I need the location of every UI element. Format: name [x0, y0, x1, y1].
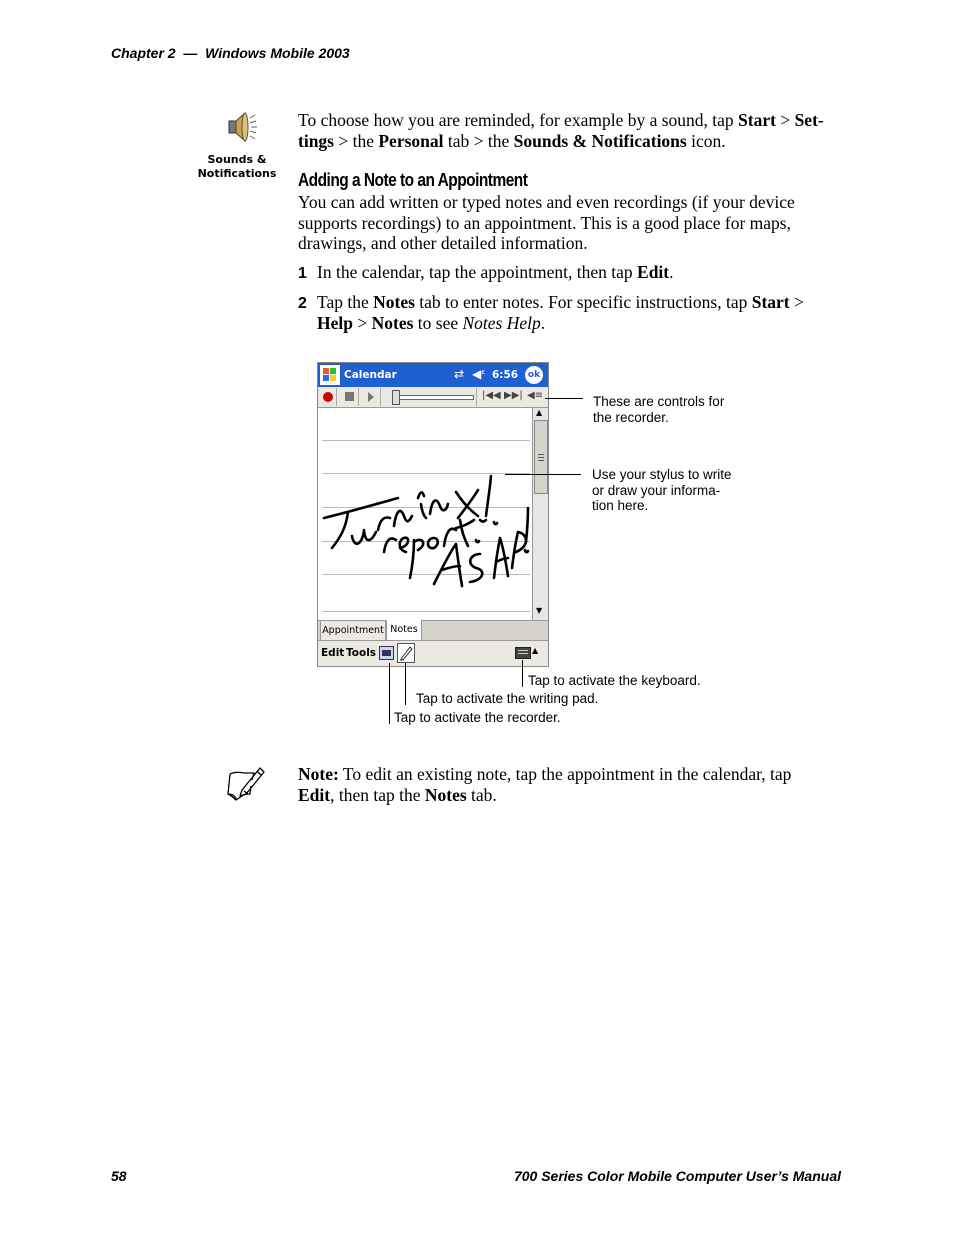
ok-button[interactable]: ok: [525, 366, 543, 384]
note-pencil-icon: [224, 764, 266, 806]
icon-label-line2: Notifications: [197, 167, 277, 180]
pen-icon: [398, 644, 414, 662]
icon-label-line1: Sounds &: [207, 153, 267, 166]
section-heading: Adding a Note to an Appointment: [298, 170, 528, 190]
title-bar: [318, 363, 548, 387]
sounds-notifications-shortcut: [196, 108, 278, 181]
rewind-icon[interactable]: |◀◀: [482, 390, 501, 401]
manual-title: 700 Series Color Mobile Computer User’s Manual: [513, 1168, 841, 1184]
step-number: 2: [298, 295, 307, 312]
callout-recorder: Tap to activate the recorder.: [394, 710, 561, 725]
scroll-up-arrow[interactable]: ▲: [536, 408, 543, 417]
clock[interactable]: 6:56: [492, 369, 519, 381]
section-title: Windows Mobile 2003: [205, 45, 350, 61]
step-number: 1: [298, 265, 307, 282]
speaker-volume-icon[interactable]: ◀≡: [527, 390, 544, 401]
recorder-toggle-button[interactable]: [379, 646, 394, 660]
menu-bar: [318, 640, 548, 666]
volume-icon[interactable]: ◀ᵋ: [472, 367, 486, 381]
record-button[interactable]: [323, 392, 333, 402]
start-button[interactable]: [320, 365, 340, 385]
callout-stylus: Use your stylus to write or draw your informa- tion here.: [592, 467, 732, 513]
chapter-label: Chapter 2: [111, 45, 176, 61]
pen-button[interactable]: [397, 643, 415, 663]
tab-strip: [318, 620, 548, 641]
step-2: 2 Tap the Notes tab to enter notes. For specific instructions, tap Start > Help > Notes to see Notes Help.: [298, 292, 804, 333]
recorder-toolbar: [318, 387, 548, 408]
handwriting-ink: [318, 408, 532, 620]
keyboard-icon[interactable]: [515, 647, 531, 659]
speaker-icon: [215, 108, 259, 150]
page-number: 58: [111, 1168, 127, 1184]
tab-appointment[interactable]: Appointment: [320, 621, 386, 641]
scrollbar-thumb[interactable]: [534, 420, 548, 494]
app-title: Calendar: [344, 369, 397, 381]
connectivity-icon[interactable]: ⇄: [454, 367, 465, 381]
pda-screenshot: [317, 362, 549, 667]
play-button[interactable]: [368, 392, 374, 402]
input-selector-arrow[interactable]: ▲: [532, 646, 539, 655]
vertical-scrollbar[interactable]: [532, 408, 548, 620]
menu-edit[interactable]: Edit: [321, 647, 345, 659]
stop-button[interactable]: [345, 392, 354, 401]
header-separator: —: [183, 45, 198, 61]
note-label: Note:: [298, 764, 339, 784]
running-header: [111, 45, 350, 61]
body-paragraph: You can add written or typed notes and even recordings (if your device supports recordings) to an appointment. This is a good place for maps, drawings, and other detailed information.: [298, 192, 795, 253]
fast-forward-icon[interactable]: ▶▶|: [504, 390, 523, 401]
callout-recorder-controls: These are controls for the recorder.: [593, 394, 725, 425]
tab-notes[interactable]: Notes: [386, 620, 422, 641]
step-1: 1 In the calendar, tap the appointment, then tap Edit.: [298, 262, 674, 282]
intro-paragraph: To choose how you are reminded, for example by a sound, tap Start > Set- tings > the Personal tab > the Sounds & Notifications icon.: [298, 110, 824, 151]
callout-keyboard: Tap to activate the keyboard.: [528, 673, 701, 688]
callout-writing-pad: Tap to activate the writing pad.: [416, 691, 599, 706]
writing-area[interactable]: [318, 408, 532, 620]
menu-tools[interactable]: Tools: [346, 647, 377, 659]
scroll-down-arrow[interactable]: ▼: [536, 606, 543, 615]
note-text: Note: To edit an existing note, tap the appointment in the calendar, tap Edit, then tap the Notes tab.: [298, 764, 792, 805]
playback-slider[interactable]: [394, 395, 474, 400]
windows-flag-icon: [320, 365, 340, 385]
slider-thumb[interactable]: [392, 390, 400, 405]
